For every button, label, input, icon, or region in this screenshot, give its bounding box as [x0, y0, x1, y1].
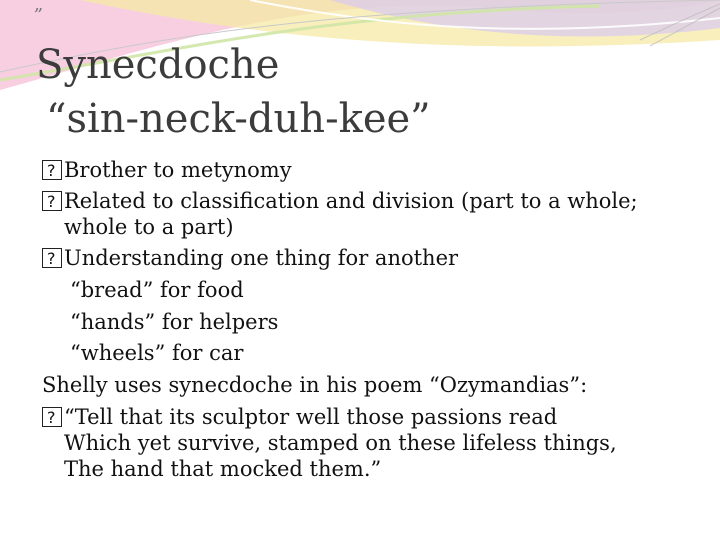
bullet-line-4	[42, 404, 557, 430]
continuation-line	[64, 214, 234, 240]
line-text: Shelly uses synecdoche in his poem “Ozymandias”:	[42, 373, 588, 397]
line-text: whole to a part)	[64, 215, 234, 239]
corner-mark: „	[34, 0, 44, 15]
example-line-2	[70, 309, 278, 335]
line-text: “wheels” for car	[70, 341, 244, 365]
line-text: “bread” for food	[70, 278, 244, 302]
slide-title: Synecdoche	[36, 42, 280, 88]
poem-line-3	[64, 456, 381, 482]
line-text: “hands” for helpers	[70, 310, 279, 334]
bullet-line-1	[42, 157, 292, 183]
bullet-line-3	[42, 245, 458, 271]
line-text: The hand that mocked them.”	[64, 457, 382, 481]
bullet-text: “Tell that its sculptor well those passions read	[64, 405, 558, 429]
bullet-text: Related to classification and division (part to a whole;	[64, 189, 638, 213]
example-line-3	[70, 340, 243, 366]
example-line-1	[70, 277, 244, 303]
slide-subtitle: “sin-neck-duh-kee”	[46, 96, 431, 142]
bullet-line-2	[42, 188, 638, 214]
missing-glyph-bullet-icon	[42, 191, 62, 211]
missing-glyph-bullet-icon	[42, 160, 62, 180]
line-text: Which yet survive, stamped on these lifeless things,	[64, 431, 617, 455]
bullet-text: Brother to metynomy	[64, 158, 292, 182]
bullet-text: Understanding one thing for another	[64, 246, 459, 270]
missing-glyph-bullet-icon	[42, 407, 62, 427]
missing-glyph-bullet-icon	[42, 248, 62, 268]
poem-intro-line	[42, 372, 587, 398]
poem-line-2	[64, 430, 617, 456]
